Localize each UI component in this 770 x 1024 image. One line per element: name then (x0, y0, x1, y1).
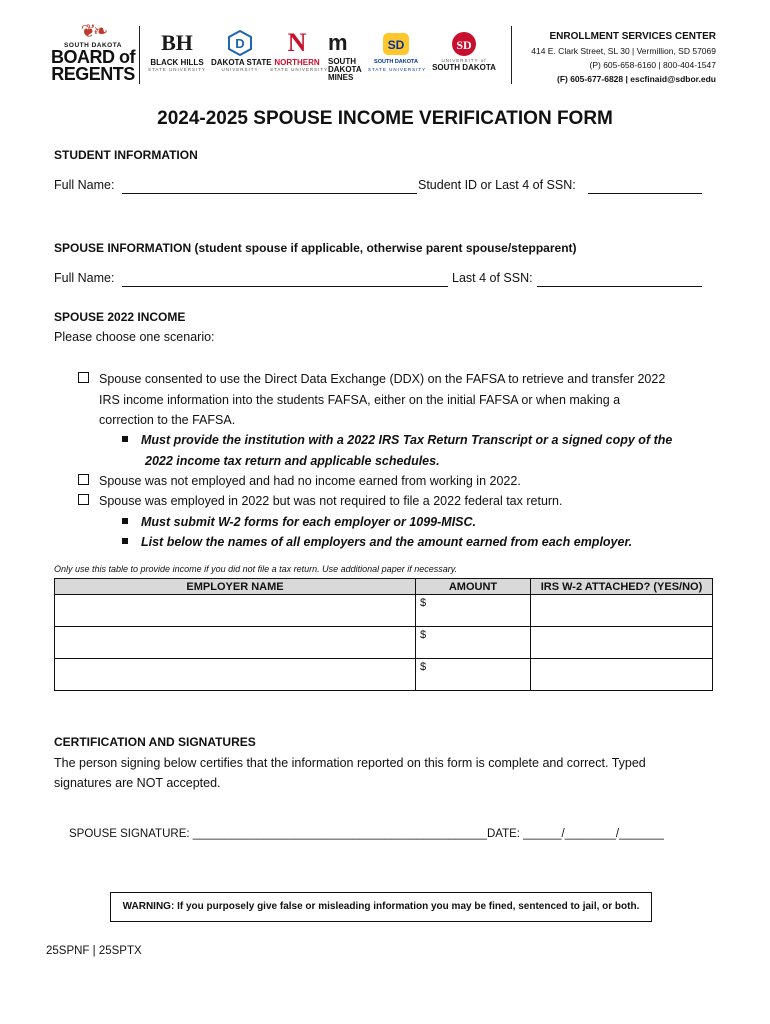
sdsu-jackrabbit-icon (381, 30, 411, 58)
warning-box: WARNING: If you purposely give false or misleading information you may be fined, sentenced to jail, or both. (110, 892, 652, 922)
usd-coyote-icon (451, 30, 477, 58)
bullet-w2: Must submit W-2 forms for each employer or 1099-MISC. (122, 512, 722, 533)
student-id-label: Student ID or Last 4 of SSN: (418, 178, 576, 192)
employer-table (54, 578, 713, 691)
office-title: ENROLLMENT SERVICES CENTER (549, 31, 716, 42)
cert-heading: CERTIFICATION AND SIGNATURES (54, 735, 256, 749)
signature-date-line[interactable]: SPOUSE SIGNATURE: ______________________________________________DATE: ______/________/_______ (69, 828, 664, 840)
svg-text:D: D (235, 36, 245, 51)
income-heading: SPOUSE 2022 INCOME (54, 310, 186, 324)
usd-logo: SD UNIVERSITY of SOUTH DAKOTA (428, 30, 500, 72)
student-name-field[interactable] (122, 180, 417, 194)
office-contact (531, 30, 716, 86)
amount-cell[interactable]: $ (416, 595, 531, 627)
bullet-icon (122, 538, 128, 544)
svg-text:SD: SD (456, 38, 472, 52)
option-ddx: Spouse consented to use the Direct Data Exchange (DDX) on the FAFSA to retrieve and transfer 2022 IRS income information into the students FAFSA, either on the initial FAFSA or when making a correction to the FAFSA. (78, 369, 718, 431)
black-hills-logo: BH BLACK HILLS STATE UNIVERSITY (147, 30, 207, 72)
table-note: Only use this table to provide income if you did not file a tax return. Use additional paper if necessary. (54, 564, 458, 574)
spouse-heading: SPOUSE INFORMATION (student spouse if applicable, otherwise parent spouse/stepparent) (54, 241, 577, 255)
cert-text: The person signing below certifies that the information reported on this form is complete and correct. Typed signatures are NOT accepted. (54, 756, 646, 790)
employer-name-cell[interactable] (55, 595, 416, 627)
header-amount: AMOUNT (416, 579, 531, 595)
spouse-name-label: Full Name: (54, 271, 115, 285)
leaves-icon: ❦❧ (80, 21, 106, 41)
bullet-icon (122, 436, 128, 442)
header-w2-attached: IRS W-2 ATTACHED? (YES/NO) (531, 579, 713, 595)
footer-form-code: 25SPNF | 25SPTX (46, 945, 142, 957)
header-divider (511, 26, 512, 84)
w2-cell[interactable] (531, 627, 713, 659)
header-divider (139, 26, 140, 84)
bullet-icon (122, 518, 128, 524)
spouse-ssn-label: Last 4 of SSN: (452, 271, 533, 285)
header-employer-name: EMPLOYER NAME (55, 579, 416, 595)
amount-cell[interactable]: $ (416, 627, 531, 659)
student-heading: STUDENT INFORMATION (54, 148, 198, 162)
board-of-regents-logo: ❦❧ SOUTH DAKOTA BOARD of REGENTS (51, 21, 135, 84)
bullet-list-employers: List below the names of all employers and the amount earned from each employer. (122, 532, 722, 553)
form-title: 2024-2025 SPOUSE INCOME VERIFICATION FORM (157, 108, 613, 129)
svg-text:SD: SD (387, 38, 405, 52)
office-phone: (P) 605-658-6160 | 800-404-1547 (589, 60, 716, 70)
table-row (55, 627, 713, 659)
option-employed-no-return: Spouse was employed in 2022 but was not required to file a 2022 federal tax return. (78, 491, 718, 512)
office-address: 414 E. Clark Street, SL 30 | Vermillion, SD 57069 (531, 46, 716, 56)
spouse-ssn-field[interactable] (537, 273, 702, 287)
checkbox-not-employed[interactable] (78, 474, 89, 485)
checkbox-ddx[interactable] (78, 372, 89, 383)
table-header-row (55, 579, 713, 595)
dakota-state-shield-icon (227, 30, 253, 56)
amount-cell[interactable]: $ (416, 659, 531, 691)
checkbox-employed-no-return[interactable] (78, 494, 89, 505)
income-prompt: Please choose one scenario: (54, 330, 215, 344)
spouse-name-field[interactable] (122, 273, 448, 287)
bullet-transcript: Must provide the institution with a 2022 IRS Tax Return Transcript or a signed copy of the 2022 income tax return and applicable schedules. (122, 430, 722, 471)
office-fax-email: (F) 605-677-6828 | escfinaid@sdbor.edu (556, 74, 716, 84)
student-name-label: Full Name: (54, 178, 115, 192)
northern-logo: N NORTHERN STATE UNIVERSITY (270, 28, 329, 72)
option-not-employed: Spouse was not employed and had no income earned from working in 2022. (78, 471, 718, 492)
sd-mines-logo: m SOUTH DAKOTA MINES (328, 30, 362, 82)
dakota-state-logo: D DAKOTA STATE UNIVERSITY (211, 30, 269, 72)
sd-state-logo: SD SOUTH DAKOTA STATE UNIVERSITY (368, 30, 424, 72)
employer-name-cell[interactable] (55, 627, 416, 659)
table-row (55, 659, 713, 691)
table-row (55, 595, 713, 627)
employer-name-cell[interactable] (55, 659, 416, 691)
w2-cell[interactable] (531, 659, 713, 691)
w2-cell[interactable] (531, 595, 713, 627)
student-id-field[interactable] (588, 180, 702, 194)
